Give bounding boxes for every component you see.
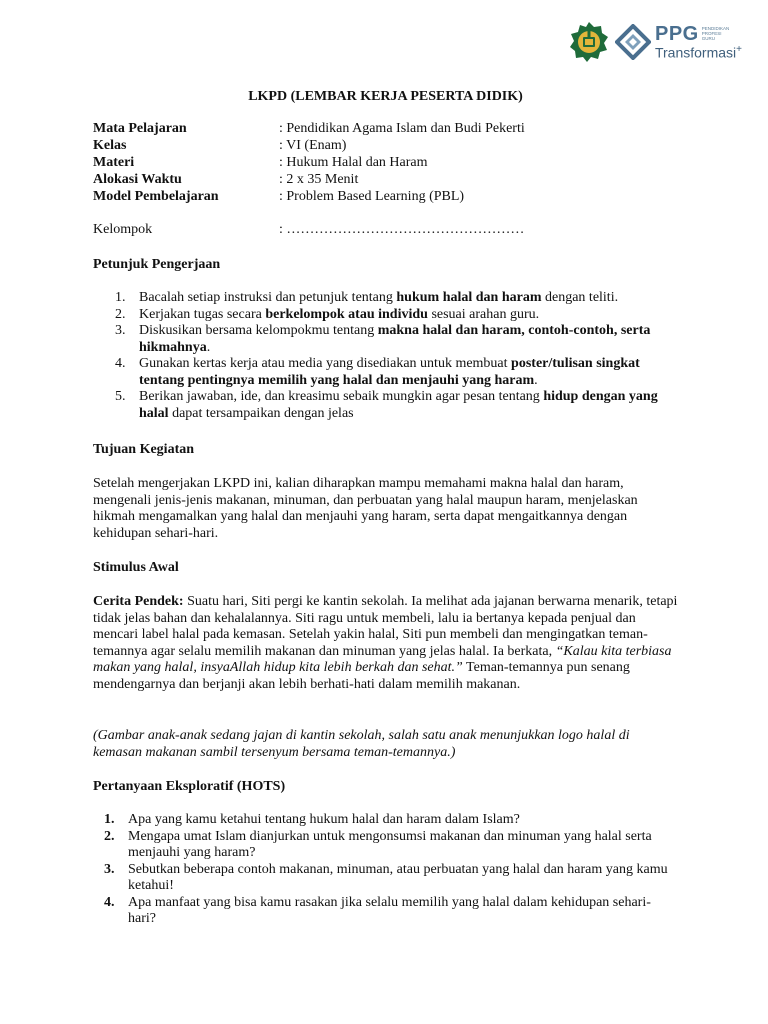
item-text: . xyxy=(206,339,211,355)
ppg-plus: + xyxy=(736,44,742,56)
meta-row xyxy=(93,189,678,206)
meta-label: Mata Pelajaran xyxy=(93,121,187,136)
meta-row xyxy=(93,172,678,189)
item-number: 1. xyxy=(115,290,126,305)
meta-label: Materi xyxy=(93,155,135,170)
stimulus-quote: “Kalau kita terbiasa makan yang halal, insyaAllah hidup kita lebih berkah dan sehat.” xyxy=(93,643,672,675)
list-item xyxy=(93,290,678,307)
stimulus-caption xyxy=(93,728,678,761)
meta-value: : Pendidikan Agama Islam dan Budi Pekerti xyxy=(279,121,525,136)
item-number: 2. xyxy=(115,306,126,322)
list-item xyxy=(93,307,678,324)
header-logos xyxy=(569,20,742,64)
ppg-logo xyxy=(615,24,742,60)
item-bold: hukum halal dan haram xyxy=(396,290,542,305)
item-text: . xyxy=(534,372,538,388)
item-text: Bacalah setiap instruksi dan petunjuk tentang xyxy=(139,290,397,305)
meta-value: : VI (Enam) xyxy=(279,138,347,153)
item-number: 3. xyxy=(115,323,126,338)
item-bold: poster/tulisan singkat tentang pentingnya memilih yang halal dan menjauhi yang haram xyxy=(139,356,640,388)
item-number: 3. xyxy=(104,861,115,877)
meta-value: : Problem Based Learning (PBL) xyxy=(279,189,465,204)
petunjuk-heading: Petunjuk Pengerjaan xyxy=(93,257,221,272)
item-text: Mengapa umat Islam dianjurkan untuk mengonsumsi makanan dan minuman yang halal serta menjauhi yang haram? xyxy=(128,828,652,860)
item-text: dengan teliti. xyxy=(541,290,619,305)
ppg-diamond-icon xyxy=(615,24,651,60)
item-number: 4. xyxy=(115,356,126,371)
list-item xyxy=(93,829,678,862)
ppg-small-text: PENDIDIKAN PROFESI GURU xyxy=(701,25,730,41)
item-number: 1. xyxy=(104,812,115,827)
item-text: Kerjakan tugas secara xyxy=(139,306,266,322)
kelompok-label: Kelompok xyxy=(93,222,153,237)
meta-label: Kelas xyxy=(93,138,127,153)
stimulus-paragraph xyxy=(93,594,678,693)
item-bold: makna halal dan haram, contoh-contoh, serta hikmahnya xyxy=(139,323,651,355)
item-number: 5. xyxy=(115,389,126,404)
pertanyaan-list xyxy=(93,812,678,928)
meta-value: : 2 x 35 Menit xyxy=(279,172,359,187)
meta-row xyxy=(93,138,678,155)
meta-row xyxy=(93,155,678,172)
tujuan-paragraph: Setelah mengerjakan LKPD ini, kalian diharapkan mampu memahami makna halal dan haram, mengenali jenis-jenis makanan, minuman, dan perbuatan yang halal maupun haram, menjelaskan hikmah mengamalkan yang halal dan menjauhi yang haram, serta dapat mengaitkannya dengan kehidupan sehari-hari. xyxy=(93,476,638,541)
list-item xyxy=(93,323,678,356)
stimulus-text: Suatu hari, Siti pergi ke kantin sekolah. Ia melihat ada jajanan berwarna menarik, tetapi tidak jelas bahan dan kehalalannya. Siti ragu untuk membeli, lalu ia bertanya kepada penjual dan mencari label halal pada kemasan. Setelah yakin halal, Siti pun membeli dan mengingatkan teman-temannya agar selalu memilih makanan dan minuman yang jelas halal. Ia berkata, xyxy=(93,594,678,659)
document-title: LKPD (LEMBAR KERJA PESERTA DIDIK) xyxy=(248,89,523,104)
list-item xyxy=(93,812,678,829)
item-text: Apa yang kamu ketahui tentang hukum halal dan haram dalam Islam? xyxy=(128,812,520,827)
stimulus-label: Cerita Pendek: xyxy=(93,594,184,609)
meta-label: Alokasi Waktu xyxy=(93,172,182,187)
item-number: 4. xyxy=(104,894,115,910)
tujuan-heading: Tujuan Kegiatan xyxy=(93,442,195,457)
item-text: Apa manfaat yang bisa kamu rasakan jika selalu memilih yang halal dalam kehidupan sehari-hari? xyxy=(128,894,651,926)
list-item xyxy=(93,389,678,422)
kelompok-value: : …………………………………………… xyxy=(279,222,525,237)
meta-row xyxy=(93,121,678,138)
caption-text: (Gambar anak-anak sedang jajan di kantin sekolah, salah satu anak menunjukkan logo halal di kemasan makanan sambil tersenyum bersama teman-temannya.) xyxy=(93,728,630,760)
ppg-brand: PPG xyxy=(654,23,699,46)
item-text: Berikan jawaban, ide, dan kreasimu sebaik mungkin agar pesan tentang xyxy=(139,389,544,404)
item-number: 2. xyxy=(104,828,115,844)
meta-table xyxy=(93,121,678,206)
kelompok-row xyxy=(93,222,678,239)
list-item xyxy=(93,862,678,895)
list-item xyxy=(93,356,678,389)
petunjuk-list xyxy=(93,290,678,422)
item-bold: berkelompok atau individu xyxy=(265,306,428,322)
stimulus-heading: Stimulus Awal xyxy=(93,560,179,575)
meta-label: Model Pembelajaran xyxy=(93,189,219,204)
kemenag-logo-icon xyxy=(569,21,609,63)
item-bold: hidup dengan yang halal xyxy=(139,389,658,421)
ppg-subtitle: Transformasi xyxy=(654,44,737,61)
item-text: dapat tersampaikan dengan jelas xyxy=(168,405,354,421)
item-text: Diskusikan bersama kelompokmu tentang xyxy=(139,323,378,338)
item-text: Sebutkan beberapa contoh makanan, minuman, atau perbuatan yang halal dan haram yang kamu ketahui! xyxy=(128,861,668,893)
list-item xyxy=(93,895,678,928)
item-text: sesuai arahan guru. xyxy=(427,306,540,322)
item-text: Gunakan kertas kerja atau media yang disediakan untuk membuat xyxy=(139,356,512,371)
meta-value: : Hukum Halal dan Haram xyxy=(279,155,428,170)
pertanyaan-heading: Pertanyaan Eksploratif (HOTS) xyxy=(93,779,286,794)
stimulus-text: Teman-temannya pun senang mendengarnya dan berjanji akan lebih berhati-hati dalam memilih makanan. xyxy=(93,660,630,692)
